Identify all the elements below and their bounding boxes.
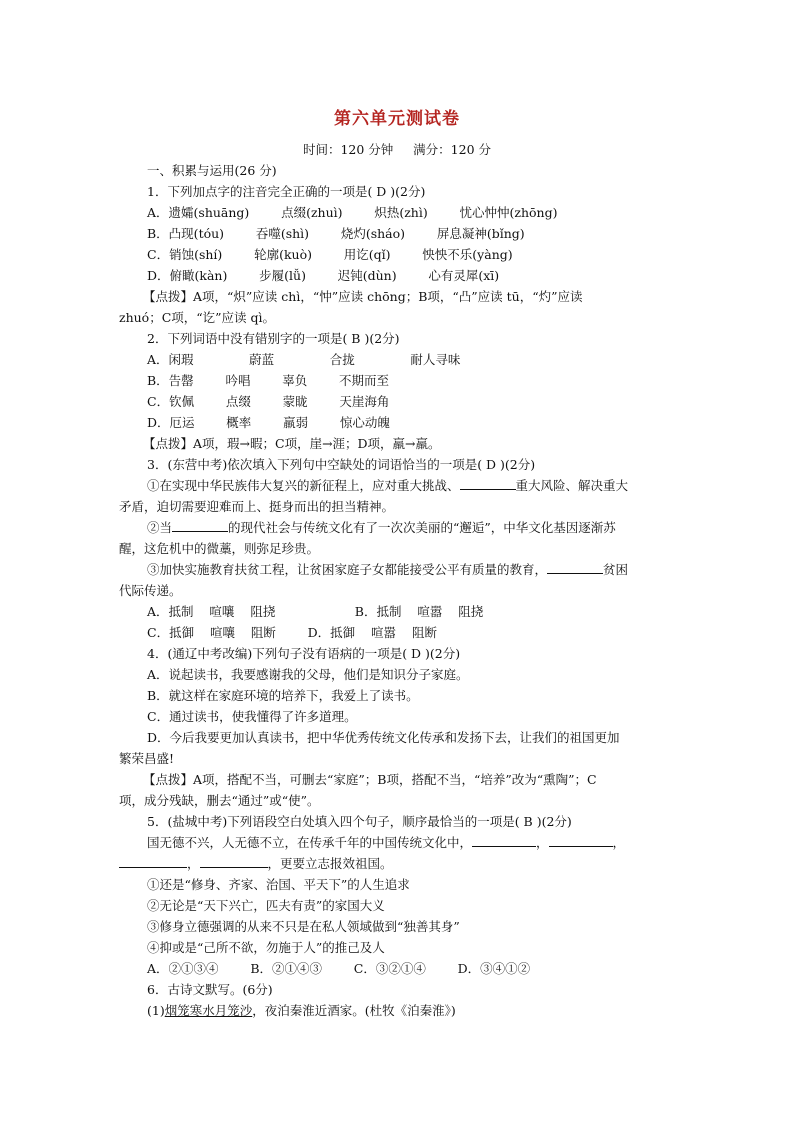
question-1-tip: 【点拨】A项，“炽”应读 chì，“忡”应读 chōng；B项，“凸”应读 tū，“灼”应读 <box>143 289 583 304</box>
question-5-stem: 5．(盐城中考)下列语段空白处填入四个句子，顺序最恰当的一项是( B )(2分) <box>147 814 572 829</box>
answer-text: 烟笼寒水月笼沙 <box>164 1003 253 1018</box>
question-4-option-b: B．就这样在家庭环境的培养下，我爱上了读书。 <box>147 688 419 703</box>
question-4-option-d: D．今后我要更加认真读书，把中华优秀传统文化传承和发扬下去，让我们的祖国更加 <box>147 730 620 745</box>
question-3-sentence-3-cont: 代际传递。 <box>119 583 182 598</box>
question-3-sentence-1-cont: 矛盾，迫切需要迎难而上、挺身而出的担当精神。 <box>119 499 395 514</box>
question-4-stem: 4．(通辽中考改编)下列句子没有语病的一项是( D )(2分) <box>147 646 461 661</box>
question-1-option-c: C．销蚀(shí) 轮廓(kuò) 用讫(qǐ) 怏怏不乐(yàng) <box>147 247 513 262</box>
question-5-sentence-1: ①还是“修身、齐家、治国、平天下”的人生追求 <box>147 877 410 892</box>
question-3-options-ab: A．抵制 喧嚷 阻挠 B．抵制 喧嚣 阻挠 <box>147 604 484 619</box>
question-5-sentence-3: ③修身立德强调的从来不只是在私人领域做到“独善其身” <box>147 919 460 934</box>
question-1-option-a: A．遗孀(shuāng) 点缀(zhuì) 炽热(zhì) 忧心忡忡(zhōng) <box>147 205 558 220</box>
question-4-option-a: A．说起读书，我要感谢我的父母，他们是知识分子家庭。 <box>147 667 469 682</box>
question-5-choices: A．②①③④ B．②①④③ C．③②①④ D．③④①② <box>147 961 531 976</box>
question-2-option-b: B．告罄 吟唱 辜负 不期而至 <box>147 373 390 388</box>
answer-blank <box>200 854 268 868</box>
question-4-option-c: C．通过读书，使我懂得了许多道理。 <box>147 709 357 724</box>
exam-body <box>119 160 685 1021</box>
answer-blank <box>119 854 187 868</box>
question-1-option-b: B．凸现(tóu) 吞噬(shì) 烧灼(sháo) 屏息凝神(bǐng) <box>147 226 525 241</box>
answer-blank <box>472 833 536 847</box>
answer-blank <box>172 518 228 532</box>
answer-blank <box>547 560 603 574</box>
question-2-tip: 【点拨】A项，瑕→暇；C项，崖→涯；D项，羸→羸。 <box>143 436 441 451</box>
question-6-line-1: (1)烟笼寒水月笼沙，夜泊秦淮近酒家。(杜牧《泊秦淮》) <box>147 1003 456 1018</box>
question-3-sentence-2-cont: 醒，这危机中的微藁，则弥足珍贵。 <box>119 541 320 556</box>
question-4-option-d-cont: 繁荣昌盛! <box>119 751 175 766</box>
question-3-sentence-2: ②当 的现代社会与传统文化有了一次次美丽的“邂逅”，中华文化基因逐渐苏 <box>147 520 616 535</box>
question-3-options-cd: C．抵御 喧嚷 阻断 D．抵御 喧嚣 阻断 <box>147 625 437 640</box>
exam-meta: 时间：120 分钟 满分：120 分 <box>302 142 492 157</box>
question-5-sentence-2: ②无论是“天下兴亡，匹夫有责”的家国大义 <box>147 898 385 913</box>
question-3-sentence-3: ③加快实施教育扶贫工程，让贫困家庭子女都能接受公平有质量的教育， 贫困 <box>147 562 629 577</box>
section-heading: 一、积累与运用(26 分) <box>147 163 277 178</box>
answer-blank <box>549 833 613 847</box>
question-5-passage: 国无德不兴，人无德不立，在传承千年的中国传统文化中， ， ， <box>147 835 626 850</box>
question-1-tip-cont: zhuó；C项，“讫”应读 qì。 <box>119 310 276 325</box>
answer-blank <box>460 476 516 490</box>
question-1-option-d: D．俯瞰(kàn) 步履(lǚ) 迟钝(dùn) 心有灵犀(xī) <box>147 268 500 283</box>
question-3-stem: 3．(东营中考)依次填入下列句中空缺处的词语恰当的一项是( D )(2分) <box>147 457 536 472</box>
question-2-stem: 2．下列词语中没有错别字的一项是( B )(2分) <box>147 331 400 346</box>
question-2-option-d: D．厄运 概率 羸弱 惊心动魄 <box>147 415 390 430</box>
question-5-passage-cont: ， ，更要立志报效祖国。 <box>119 853 685 874</box>
page-title: 第六单元测试卷 <box>334 109 460 129</box>
question-3-sentence-1: ①在实现中华民族伟大复兴的新征程上，应对重大挑战、 重大风险、解决重大 <box>147 478 629 493</box>
question-4-tip: 【点拨】A项，搭配不当，可删去“家庭”；B项，搭配不当，“培养”改为“熏陶”；C <box>143 772 597 787</box>
question-4-tip-cont: 项，成分残缺，删去“通过”或“使”。 <box>119 793 320 808</box>
question-1-stem: 1．下列加点字的注音完全正确的一项是( D )(2分) <box>147 184 426 199</box>
question-6-stem: 6．古诗文默写。(6分) <box>147 982 273 997</box>
question-2-option-c: C．钦佩 点缀 蒙眬 天崖海角 <box>147 394 390 409</box>
question-2-option-a: A．闲瑕 蔚蓝 合拢 耐人寻味 <box>147 352 461 367</box>
question-5-sentence-4: ④抑或是“己所不欲，勿施于人”的推己及人 <box>147 940 385 955</box>
